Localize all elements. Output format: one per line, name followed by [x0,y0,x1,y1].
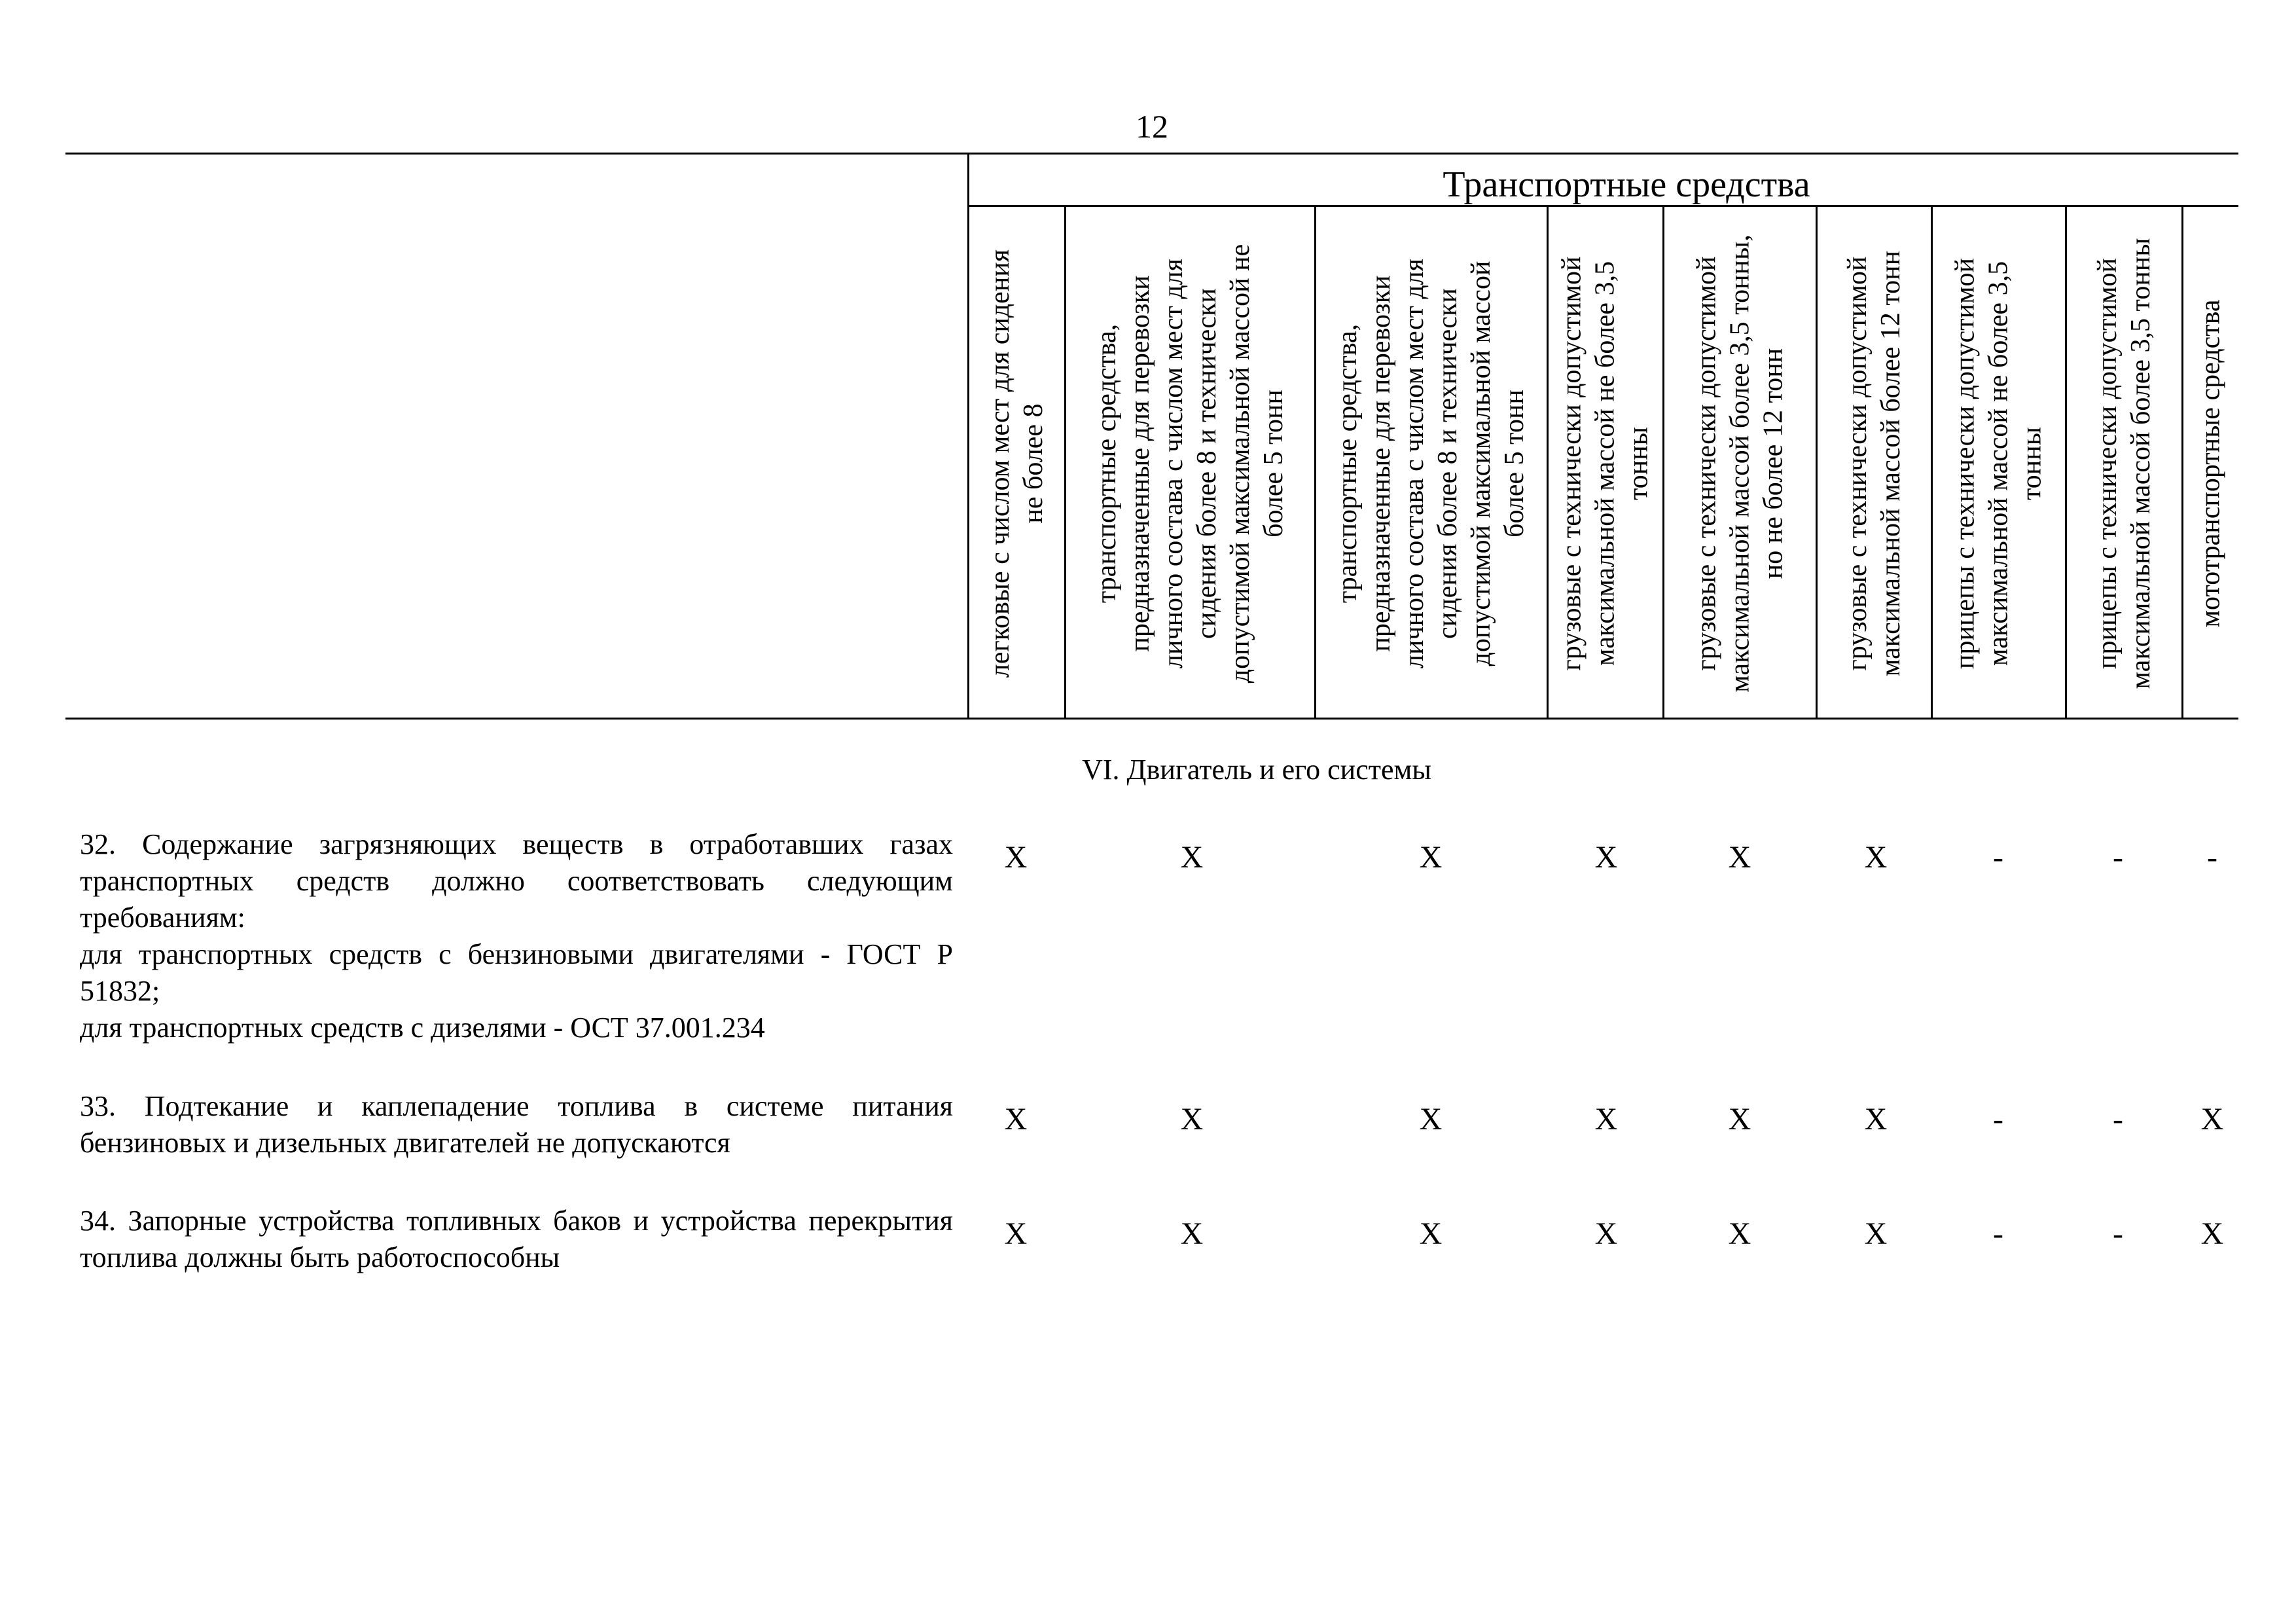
column-header-label: грузовые с технически допустимой максимальной массой более 3,5 тонны, но не более 12 тонн [1691,234,1788,693]
applicability-mark: - [1993,1102,2003,1137]
requirement-text: для транспортных средств с бензиновыми двигателями - ГОСТ Р 51832; [80,938,953,1007]
applicability-mark: X [2200,1102,2224,1137]
column-header-label: прицепы с технически допустимой максимальной массой более 3,5 тонны [2092,238,2156,689]
applicability-mark: X [1594,1102,1618,1137]
requirement-text: 34. Запорные устройства топливных баков и устройства перекрытия топлива должны быть работоспособны [80,1205,953,1273]
applicability-mark: X [1419,840,1443,875]
column-header-label: мототранспортные средства [2195,299,2226,628]
applicability-mark: X [1728,1102,1751,1137]
applicability-mark: - [2113,1216,2123,1251]
requirement-33 [80,1088,953,1161]
column-header [969,208,1064,719]
applicability-mark: X [1004,1102,1028,1137]
column-header-label: грузовые с технически допустимой максимальной массой не более 3,5 тонны [1556,256,1654,671]
column-header [1316,208,1547,719]
column-header-label: легковые с числом мест для сидения не более 8 [984,249,1049,678]
column-header [2067,208,2181,719]
applicability-mark: - [2207,840,2217,875]
applicability-mark: X [1864,1102,1888,1137]
applicability-mark: X [1419,1216,1443,1251]
applicability-mark: - [2113,1102,2123,1137]
column-header-label: грузовые с технически допустимой максимальной массой более 12 тонн [1842,250,1906,677]
column-header-label: прицепы с технически допустимой максимальной массой не более 3,5 тонны [1950,258,2047,670]
column-header-label: транспортные средства, предназначенные для перевозки личного состава с числом мест для сидения более 8 и технически допустимой максимальной массой более 5 тонн [1333,259,1530,669]
column-header [2183,208,2238,719]
applicability-mark: X [1180,1216,1204,1251]
applicability-mark: - [2113,840,2123,875]
column-header [1066,208,1314,719]
page-number: 12 [1136,108,1168,145]
column-header-label: транспортные средства, предназначенные для перевозки личного состава с числом мест для сидения более 8 и технически допустимой максимальной массой не более 5 тонн [1091,244,1289,684]
applicability-mark: X [1004,840,1028,875]
applicability-mark: X [1728,1216,1751,1251]
applicability-mark: X [1180,840,1204,875]
section-title: VI. Двигатель и его системы [1082,754,1431,786]
applicability-mark: X [2200,1216,2224,1251]
applicability-mark: X [1419,1102,1443,1137]
applicability-mark: X [1594,840,1618,875]
requirement-32 [80,826,953,1046]
applicability-mark: X [1004,1216,1028,1251]
column-header [1933,208,2065,719]
group-header: Транспортные средства [1443,164,1810,205]
column-header [1549,208,1662,719]
requirement-34 [80,1203,953,1276]
applicability-mark: X [1864,840,1888,875]
applicability-mark: - [1993,840,2003,875]
applicability-mark: X [1594,1216,1618,1251]
requirement-text: 32. Содержание загрязняющих веществ в отработавших газах транспортных средств должно соответствовать следующим требованиям: [80,828,953,934]
column-header [1818,208,1931,719]
applicability-mark: X [1864,1216,1888,1251]
requirement-text: для транспортных средств с дизелями - ОСТ 37.001.234 [80,1012,765,1044]
table-top-border [65,153,2238,155]
requirement-text: 33. Подтекание и каплепадение топлива в системе питания бензиновых и дизельных двигателей не допускаются [80,1090,953,1159]
applicability-mark: - [1993,1216,2003,1251]
applicability-mark: X [1728,840,1751,875]
applicability-mark: X [1180,1102,1204,1137]
column-header [1664,208,1816,719]
